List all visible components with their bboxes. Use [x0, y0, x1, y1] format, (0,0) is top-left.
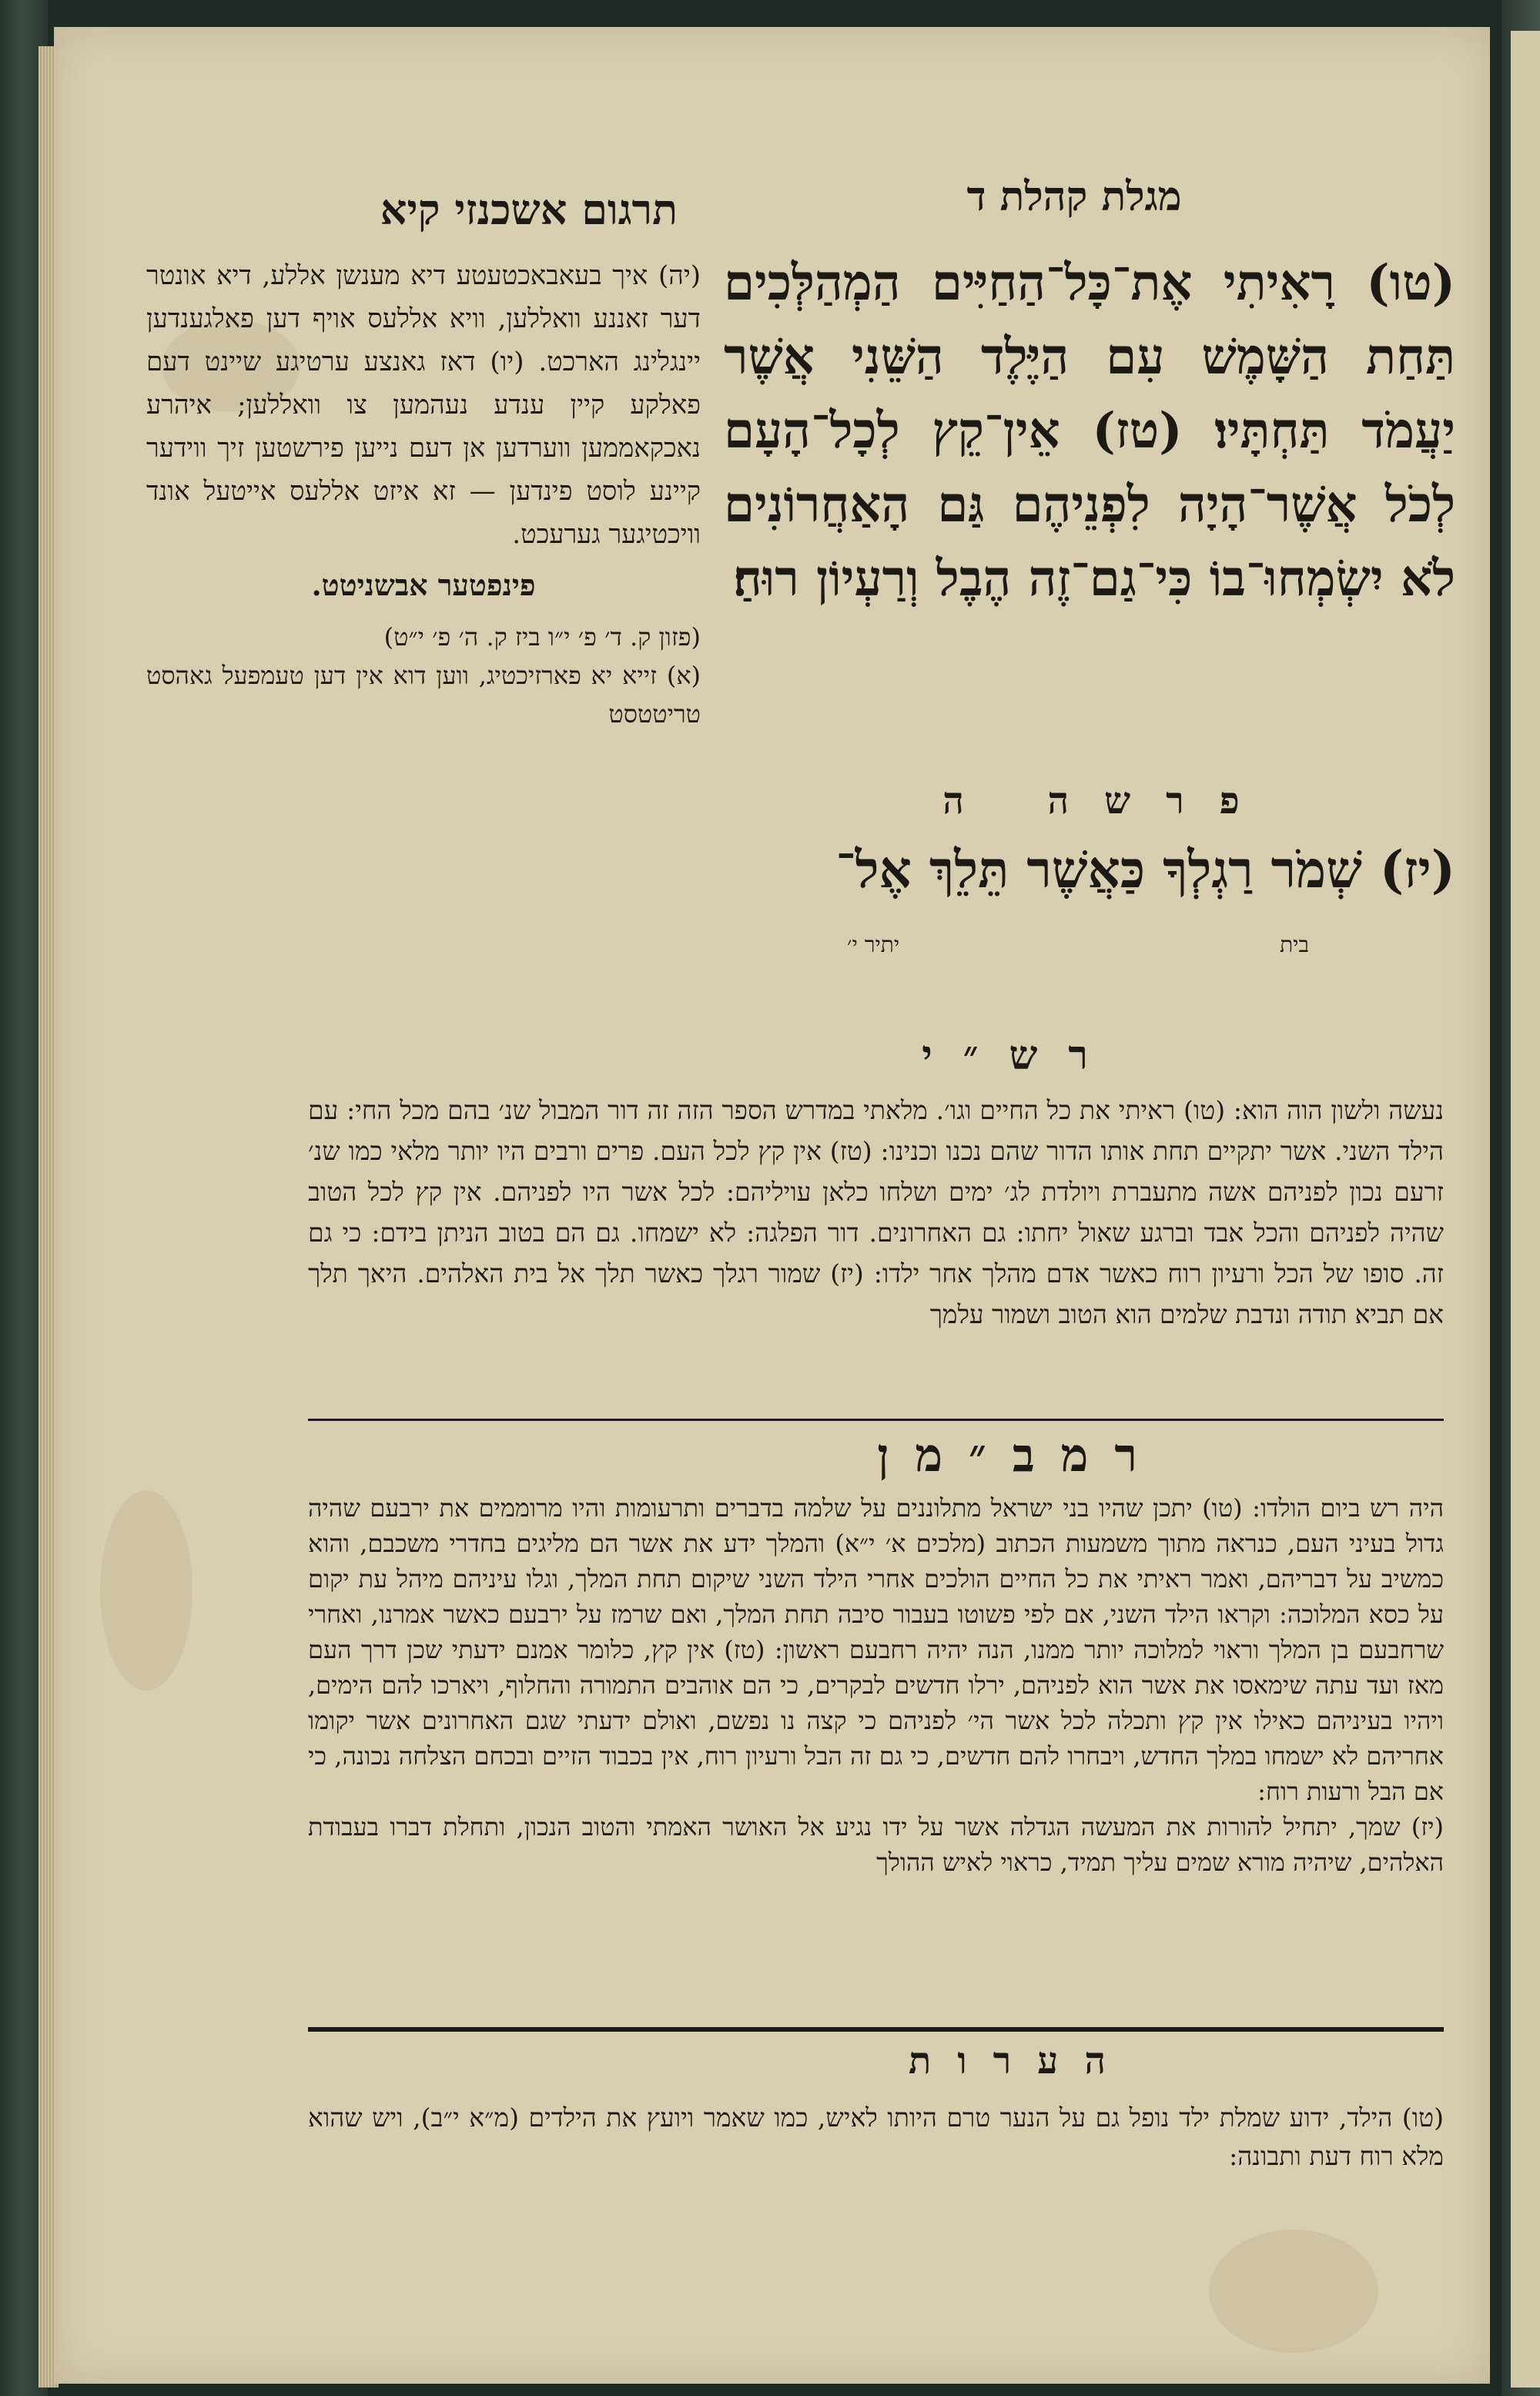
main-verse-text: (טו) רָאִיתִי אֶת־כָּל־הַחַיִּים הַמְהַלְּכִים תַּחַת הַשָּׁמֶשׁ עִם הַיֶּלֶד הַשֵּׁנִי אֲשֶׁר יַעֲמֹד תַּחְתָּיו׃ (טז) אֵין־קֵץ לְכָל־הָעָם לְכֹל אֲשֶׁר־הָיָה לִפְנֵיהֶם גַּם הָאַחֲרוֹנִים לֹא יִשְׂמְחוּ־בוֹ כִּי־גַם־זֶה הֶבֶל וְרַעְיוֹן רוּחַ׃ [724, 254, 1455, 608]
book-title: מגלת קהלת [999, 173, 1182, 220]
rashi-commentary: נעשה ולשון הוה הוא: (טו) ראיתי את כל החיים וגו׳. מלאתי במדרש הספר הזה זה דור המבול שנ׳ בהם מכל החי: עם הילד השני. אשר יתקיים תחת אותו הדור שהם נכנו וכנינו: (טז) אין קץ לכל העם. פרים ורבים היו יותר מלאי כמו שנ׳ זרעם נכון לפניהם אשה מתעברת ויולדת לג׳ ימים ושלחו כלאן עויליהם: לכל אשר היו לפניהם. אין קץ לכל הטוב שהיה לפניהם והכל אבד וברגע שאול יחתו: גם האחרונים. דור הפלגה: לא ישמחו. גם הם בטוב הניתן בידם: כי גם זה. סופו של הכל ורעיון רוח כאשר אדם מהלך אחר ילדו: (יז) שמור רגלך כאשר תלך אל בית האלהים. היאך תלך אם תביא תודה ונדבת שלמים הוא הטוב ושמור עלמך [308, 1095, 1444, 1329]
notes-reference: (פזון ק. ד׳ פ׳ י״ו ביז ק. ה׳ פ׳ י״ט) [383, 622, 701, 652]
ramban-title: רמב״מן [877, 1429, 1163, 1483]
next-page-edge [1511, 31, 1540, 2388]
notes-text: (א) זייא יא פארזיכטיג, ווען דוא אין דען טעמפעל גאהסט טריטטסט [146, 661, 701, 729]
haarot-notes: (טו) הילד, ידוע שמלת ילד נופל גם על הנער טרם היותו לאיש, כמו שאמר ויועץ את הילדים (מ״א י״ב), ויש שהוא מלא רוח דעת ותבונה: [308, 2103, 1444, 2171]
ramban-paragraph: (יז) שמך, יתחיל להורות את המעשה הגדלה אשר על ידו נגיע אל האושר האמתי והטוב הנכון, ותחלת דברו בעבודת האלהים, שיהיה מורא שמים עליך תמיד, כראוי לאיש ההולך [308, 1812, 1444, 1877]
targum-column [146, 254, 701, 1055]
section-divider [308, 1419, 1444, 1421]
targum-text: (יה) איך בעאבאכטעטע דיא מענשן אללע, דיא אונטר דער זאננע וואללען, וויא אללעס אויף דען פאלגענדען יינגלינג הארכט. (יו) דאז גאנצע ערטיגע שיינט דעם פאלקע קיין ענדע נעהמען צו וואללען; איהרע נאכקאממען ווערדען אן דעם נייען פירשטען זיך ווידער קיינע לוסט פינדען — זא איזט אללעס אייטעל אונד וויכטיגער גערעכט. [146, 260, 701, 550]
masorah-notes [847, 932, 1309, 958]
masorah-left: יתיר י׳ [847, 932, 900, 957]
parasha-heading: פרשה ה [942, 779, 1275, 823]
ramban-paragraph: היה רש ביום הולדו: (טו) יתכן שהיו בני ישראל מתלוננים על שלמה בדברים ותרעומות והיו מרוממים את ירבעם שהיה גדול בעיני העם, כנראה מתוך משמעות הכתוב (מלכים א׳ י״א) והמלך ידע את אשר הם מליגים בחדרי משכבם, והוא כמשיב על דבריהם, ואמר ראיתי את כל החיים הולכים אחרי הילד השני שיקום תחת המלך, וגלו עיניהם מיהל עת יקום על כסא המלוכה: וקראו הילד השני, אם לפי פשוטו בעבור סיבה תחת המלך, ואם שרמז על ירבעם כאשר אמרנו, ואחרי שרחבעם בן המלך וראוי למלוכה יותר ממנו, הנה יהיה רחבעם ראשון: (טז) אין קץ, כלומר אמנם ידעתי שכן דרך העם מאז ועד עתה שימאסו את אשר הוא לפניהם, ירלו חדשים לבקרים, כי הם אוהבים התמורה והחלוף, ויארכו להם הימים, ויהיו בעיניהם כאילו אין קץ ותכלה לכל אשר הי׳ לפניהם כי קצה נו נפשם, ואולם ידעתי שגם האחרונים אשר יקומו אחריהם לא ישמחו במלך החדש, ויבחרו להם חדשים, כי גם זה הבל ורעיון רוח, אין בכבוד הזיים ובכחם הצלחה נכונה, כי אם הבל ורעות רוח: [308, 1493, 1445, 1806]
masorah-right: בית [1280, 932, 1309, 957]
section-divider [308, 2027, 1444, 2032]
book-header [739, 173, 1324, 220]
haarot-title: הערות [909, 2039, 1132, 2083]
verse-17: (יז) שְׁמֹר רַגְלְךָ כַּאֲשֶׁר תֵּלֵךְ אֶל־ [835, 839, 1455, 900]
rashi-title: רש״י [922, 1032, 1119, 1079]
chapter-letter: ד [966, 173, 986, 220]
notes-section-title: פינפטער אבשניטט. [311, 568, 536, 602]
targum-header: תרגום אשכנזי קיא [380, 185, 678, 234]
ramban-commentary [308, 1490, 1444, 1880]
